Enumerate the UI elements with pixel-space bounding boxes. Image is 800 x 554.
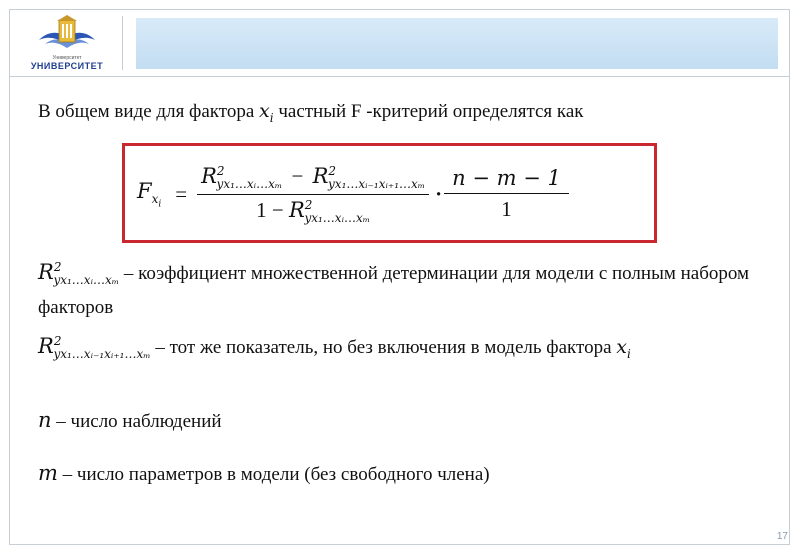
def4-symbol: m [38, 461, 58, 485]
definition-m [38, 461, 490, 486]
def4-text: – число параметров в модели (без свободного члена) [57, 464, 490, 485]
definition-r2-reduced [38, 327, 772, 368]
def2-symbol: $R^2_{yx_1\dots xᵢ_{-1}xᵢ_{+1}\dots x_m}$ [38, 334, 151, 361]
f-criterion-formula [135, 156, 565, 232]
university-logo [22, 14, 112, 74]
formula-dot: · [435, 181, 443, 206]
formula-equals: = [175, 181, 188, 206]
def2-text: – тот же показатель, но без включения в модель фактора [150, 337, 617, 358]
logo-caption: Университет [52, 55, 82, 61]
intro-text-start: В общем виде для фактора [38, 101, 255, 122]
slide-title-bar [136, 18, 778, 69]
intro-factor-var: $x_i$ [259, 100, 274, 125]
def2-factor-var: $x_i$ [616, 336, 631, 361]
main-fraction-numerator: $R^2_{yx_1\dots xᵢ\dots x_m} - R^2_{yx_1\dots xᵢ_{-1}xᵢ_{+1}\dots x_m}$ [201, 163, 426, 191]
def3-text: – число наблюдений [51, 411, 222, 432]
university-emblem-icon [35, 14, 99, 54]
logo-wordmark: УНИВЕРСИТЕТ [30, 61, 104, 71]
formula-main-fraction [197, 164, 429, 225]
header-divider [122, 16, 123, 70]
page-number: 17 [776, 531, 788, 542]
formula-lhs: $F_{x_i}$ [137, 178, 162, 210]
formula-second-fraction [448, 166, 565, 222]
def1-symbol: $R^2_{yx_1\dots xᵢ\dots x_m}$ [38, 260, 120, 287]
def1-text: – коэффициент множественной детерминации для модели с полным набором факторов [38, 263, 750, 318]
intro-paragraph [38, 99, 768, 131]
f-criterion-formula-box [122, 143, 657, 243]
main-fraction-denominator: $1 - R^2_{yx_1\dots xᵢ\dots x_m}$ [197, 194, 429, 225]
intro-text-end: частный F -критерий определятся как [278, 101, 584, 122]
second-fraction-numerator: n − m − 1 [452, 166, 561, 190]
def3-symbol: n [38, 408, 52, 432]
definition-r2-full [38, 254, 772, 321]
definition-n [38, 408, 222, 433]
second-fraction-denominator: 1 [444, 193, 569, 222]
